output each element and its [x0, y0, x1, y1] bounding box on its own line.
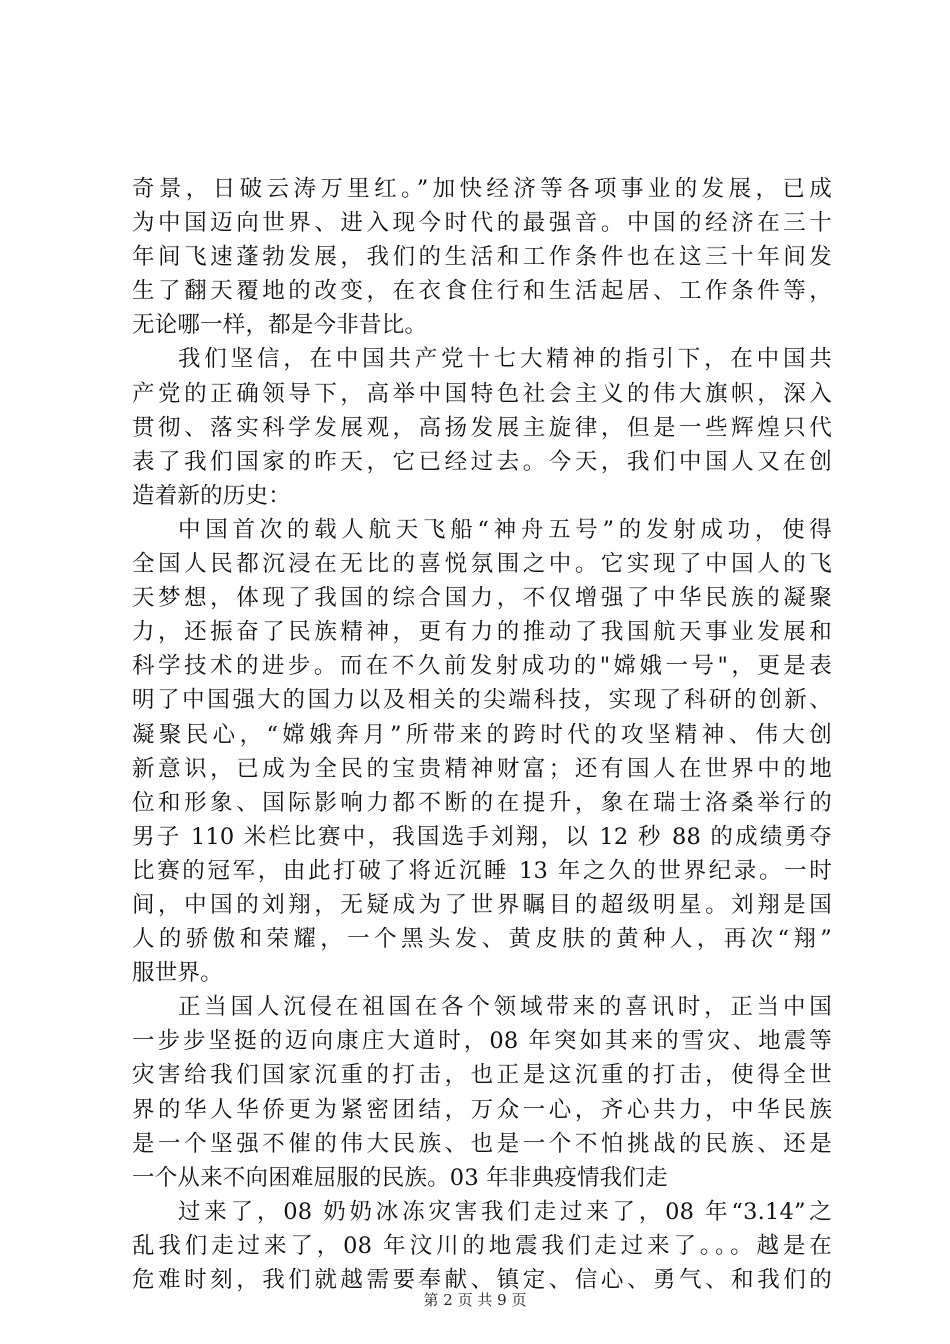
text-line: 表了我们国家的昨天，它已经过去。今天，我们中国人又在创: [132, 448, 832, 475]
text-line: 间，中国的刘翔，无疑成为了世界瞩目的超级明星。刘翔是国: [132, 891, 832, 918]
text-line: 为中国迈向世界、进入现今时代的最强音。中国的经济在三十: [132, 210, 832, 237]
text-line: 位和形象、国际影响力都不断的在提升，象在瑞士洛桑举行的: [132, 789, 832, 816]
text-line: 明了中国强大的国力以及相关的尖端科技，实现了科研的创新、: [132, 687, 832, 714]
document-body: [132, 172, 832, 1297]
text-line: 产党的正确领导下，高举中国特色社会主义的伟大旗帜，深入: [132, 380, 832, 407]
text-line: 男子 110 米栏比赛中，我国选手刘翔，以 12 秒 88 的成绩勇夺: [132, 823, 832, 850]
text-line: 生了翻天覆地的改变，在衣食住行和生活起居、工作条件等，: [132, 278, 832, 305]
text-line: 灾害给我们国家沉重的打击，也正是这沉重的打击，使得全世: [132, 1062, 832, 1089]
paragraph-first-line: 我们坚信，在中国共产党十七大精神的指引下，在中国共: [178, 346, 832, 373]
text-line: 科学技术的进步。而在不久前发射成功的"嫦娥一号"，更是表: [132, 653, 832, 680]
paragraph-first-line: 正当国人沉侵在祖国在各个领域带来的喜讯时，正当中国: [178, 994, 832, 1021]
text-line: 力，还振奋了民族精神，更有力的推动了我国航天事业发展和: [132, 619, 832, 646]
text-line: 危难时刻，我们就越需要奉献、镇定、信心、勇气、和我们的: [132, 1267, 832, 1293]
text-line: 新意识，已成为全民的宝贵精神财富；还有国人在世界中的地: [132, 755, 832, 782]
text-line: 贯彻、落实科学发展观，高扬发展主旋律，但是一些辉煌只代: [132, 414, 832, 441]
text-line: 无论哪一样，都是今非昔比。: [132, 312, 428, 339]
text-line: 凝聚民心，“嫦娥奔月”所带来的跨时代的攻坚精神、伟大创: [132, 721, 832, 748]
text-line: 天梦想，体现了我国的综合国力，不仅增强了中华民族的凝聚: [132, 585, 832, 612]
text-line: 奇景，日破云涛万里红。”加快经济等各项事业的发展，已成: [132, 176, 832, 202]
text-line: 乱我们走过来了，08 年汶川的地震我们走过来了。。。越是在: [132, 1232, 832, 1259]
text-line: 造着新的历史：: [132, 482, 291, 509]
paragraph-first-line: 中国首次的载人航天飞船“神舟五号”的发射成功，使得: [178, 516, 832, 543]
text-line: 是一个坚强不催的伟大民族、也是一个不怕挑战的民族、还是: [132, 1130, 832, 1157]
text-line: 全国人民都沉浸在无比的喜悦氛围之中。它实现了中国人的飞: [132, 551, 832, 578]
paragraph-first-line: 过来了，08 奶奶冰冻灾害我们走过来了，08 年“3.14”之: [178, 1198, 832, 1225]
text-line: 年间飞速蓬勃发展，我们的生活和工作条件也在这三十年间发: [132, 244, 832, 271]
page-footer: 第 2 页 共 9 页: [423, 1291, 527, 1309]
text-line: 界的华人华侨更为紧密团结，万众一心，齐心共力，中华民族: [132, 1096, 832, 1123]
text-line: 一个从来不向困难屈服的民族。03 年非典疫情我们走: [132, 1164, 668, 1191]
text-line: 服世界。: [132, 960, 223, 987]
text-line: 比赛的冠军，由此打破了将近沉睡 13 年之久的世界纪录。一时: [132, 857, 832, 884]
text-line: 一步步坚挺的迈向康庄大道时，08 年突如其来的雪灾、地震等: [132, 1028, 832, 1055]
text-line: 人的骄傲和荣耀，一个黑头发、黄皮肤的黄种人，再次“翔”: [132, 926, 832, 953]
